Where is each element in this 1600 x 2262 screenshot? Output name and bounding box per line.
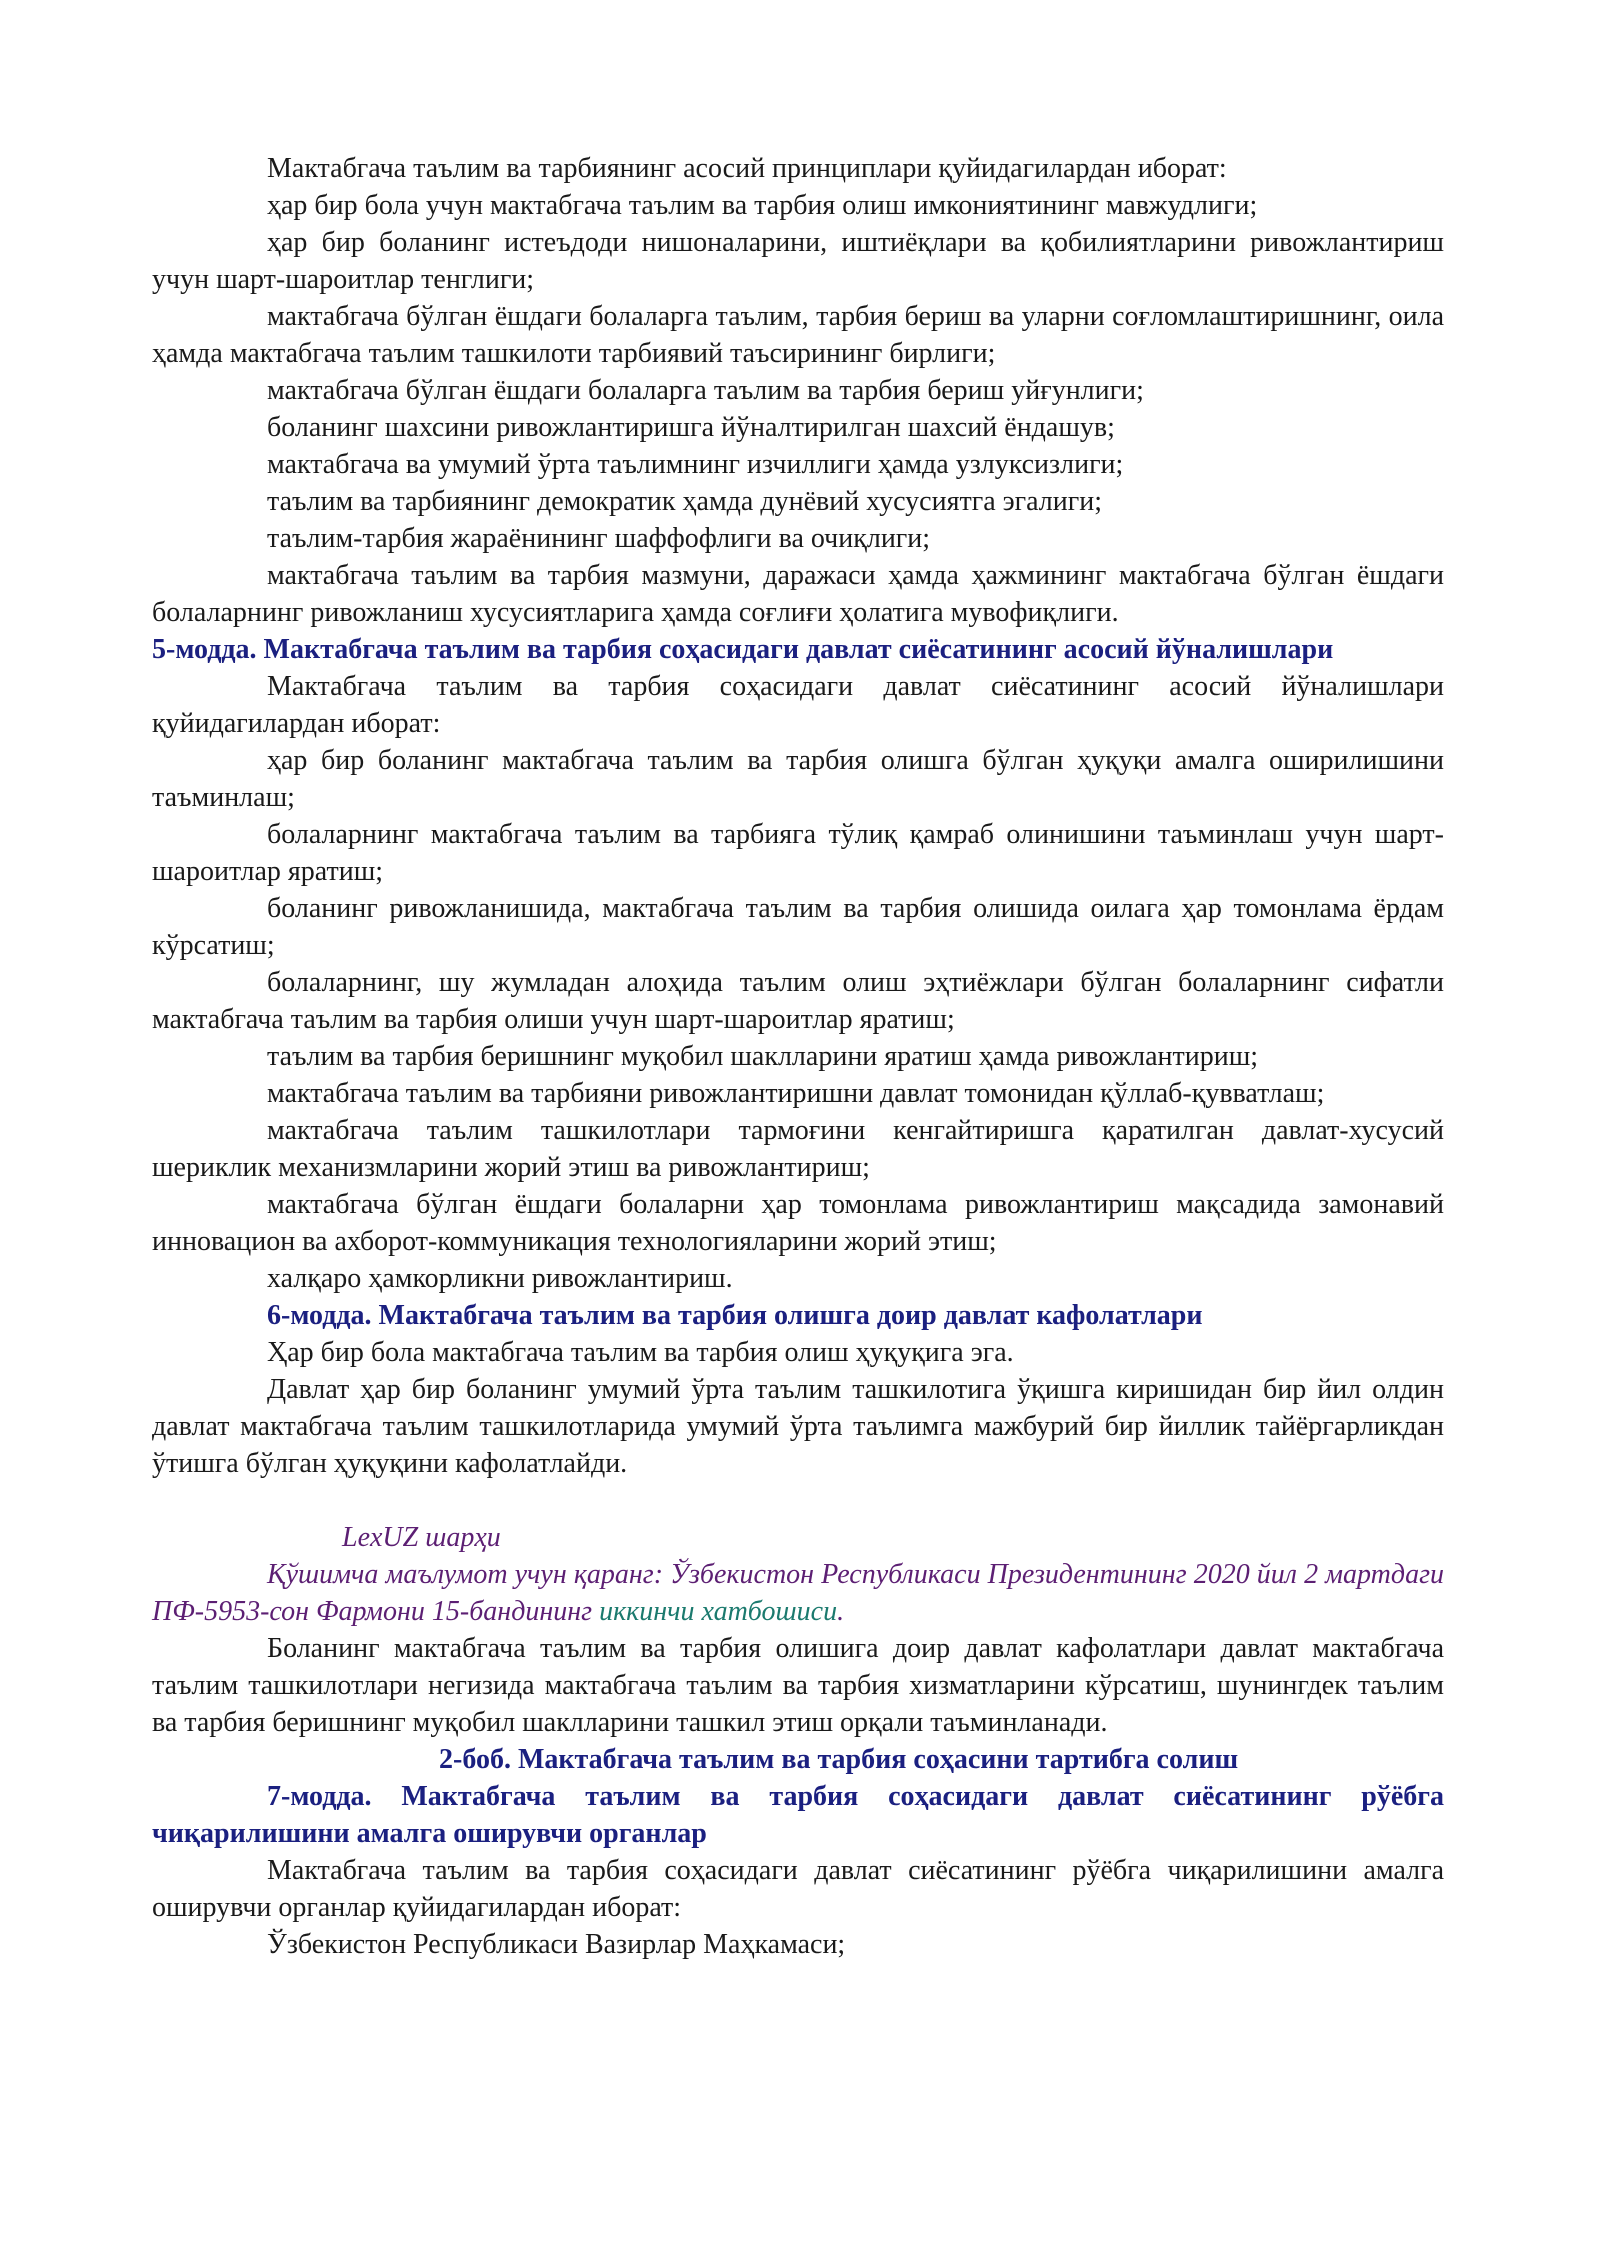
principle-item: ҳар бир бола учун мактабгача таълим ва тарбия олиш имкониятининг мавжудлиги;: [267, 190, 1258, 221]
article-7-intro: Мактабгача таълим ва тарбия соҳасидаги давлат сиёсатининг рўёбга чиқарилишини амалга оширувчи органлар қуйидагилардан иборат:: [152, 1855, 1444, 1923]
direction-item: болаларнинг, шу жумладан алоҳида таълим олиш эҳтиёжлари бўлган болаларнинг сифатли мактабгача таълим ва тарбия олиши учун шарт-шароитлар яратиш;: [152, 967, 1444, 1035]
chapter-2-heading: 2-боб. Мактабгача таълим ва тарбия соҳасини тартибга солиш: [439, 1744, 1239, 1775]
direction-item: халқаро ҳамкорликни ривожлантириш.: [267, 1263, 733, 1294]
lexuz-note-link[interactable]: иккинчи хатбошиси: [599, 1596, 838, 1627]
direction-item: мактабгача таълим ва тарбияни ривожлантиришни давлат томонидан қўллаб-қувватлаш;: [267, 1078, 1325, 1109]
article-5-intro: Мактабгача таълим ва тарбия соҳасидаги давлат сиёсатининг асосий йўналишлари қуйидагилардан иборат:: [152, 671, 1444, 739]
lexuz-note: [152, 1556, 1444, 1630]
article-6-heading: 6-модда. Мактабгача таълим ва тарбия олишга доир давлат кафолатлари: [267, 1300, 1203, 1331]
direction-item: ҳар бир боланинг мактабгача таълим ва тарбия олишга бўлган ҳуқуқи амалга оширилишини таъминлаш;: [152, 745, 1444, 813]
lexuz-note-text: Қўшимча маълумот учун қаранг: Ўзбекистон Республикаси Президентининг 2020 йил 2 мартдаги ПФ-5953-сон Фармони 15-бандининг: [152, 1559, 1444, 1627]
principles-intro: Мактабгача таълим ва тарбиянинг асосий принциплари қуйидагилардан иборат:: [267, 153, 1227, 184]
direction-item: болаларнинг мактабгача таълим ва тарбияга тўлиқ қамраб олинишини таъминлаш учун шарт-шароитлар яратиш;: [152, 819, 1444, 887]
article-7-heading: 7-модда. Мактабгача таълим ва тарбия соҳасидаги давлат сиёсатининг рўёбга чиқарилишини амалга оширувчи органлар: [152, 1781, 1444, 1849]
article-6-paragraph: Ҳар бир бола мактабгача таълим ва тарбия олиш ҳуқуқига эга.: [267, 1337, 1014, 1368]
principle-item: мактабгача бўлган ёшдаги болаларга таълим, тарбия бериш ва уларни соғломлаштиришнинг, оила ҳамда мактабгача таълим ташкилоти тарбиявий таъсирининг бирлиги;: [152, 301, 1444, 369]
principle-item: таълим-тарбия жараёнининг шаффофлиги ва очиқлиги;: [267, 523, 931, 554]
principle-item: мактабгача таълим ва тарбия мазмуни, даражаси ҳамда ҳажмининг мактабгача бўлган ёшдаги болаларнинг ривожланиш хусусиятларига ҳамда соғлиғи ҳолатига мувофиқлиги.: [152, 560, 1444, 628]
document-page: [152, 150, 1444, 1963]
principle-item: таълим ва тарбиянинг демократик ҳамда дунёвий хусусиятга эгалиги;: [267, 486, 1102, 517]
article-6-paragraph: Давлат ҳар бир боланинг умумий ўрта таълим ташкилотига ўқишга киришидан бир йил олдин давлат мактабгача таълим ташкилотларида умумий ўрта таълимга мажбурий бир йиллик тайёргарликдан ўтишга бўлган ҳуқуқини кафолатлайди.: [152, 1374, 1444, 1479]
article-5-heading: 5-модда. Мактабгача таълим ва тарбия соҳасидаги давлат сиёсатининг асосий йўналишлари: [152, 634, 1334, 665]
direction-item: мактабгача таълим ташкилотлари тармоғини кенгайтиришга қаратилган давлат-хусусий шериклик механизмларини жорий этиш ва ривожлантириш;: [152, 1115, 1444, 1183]
lexuz-note-end: .: [837, 1596, 845, 1627]
principle-item: боланинг шахсини ривожлантиришга йўналтирилган шахсий ёндашув;: [267, 412, 1115, 443]
authority-item: Ўзбекистон Республикаси Вазирлар Маҳкамаси;: [267, 1929, 846, 1960]
direction-item: боланинг ривожланишида, мактабгача таълим ва тарбия олишида оилага ҳар томонлама ёрдам кўрсатиш;: [152, 893, 1444, 961]
article-6-closing: Боланинг мактабгача таълим ва тарбия олишига доир давлат кафолатлари давлат мактабгача таълим ташкилотлари негизида мактабгача таълим ва тарбия хизматларини кўрсатиш, шунингдек таълим ва тарбия беришнинг муқобил шаклларини ташкил этиш орқали таъминланади.: [152, 1633, 1444, 1738]
principle-item: мактабгача ва умумий ўрта таълимнинг изчиллиги ҳамда узлуксизлиги;: [267, 449, 1124, 480]
direction-item: таълим ва тарбия беришнинг муқобил шаклларини яратиш ҳамда ривожлантириш;: [267, 1041, 1259, 1072]
lexuz-note-title: LexUZ шарҳи: [342, 1522, 501, 1553]
direction-item: мактабгача бўлган ёшдаги болаларни ҳар томонлама ривожлантириш мақсадида замонавий инновацион ва ахборот-коммуникация технологияларини жорий этиш;: [152, 1189, 1444, 1257]
principle-item: мактабгача бўлган ёшдаги болаларга таълим ва тарбия бериш уйғунлиги;: [267, 375, 1144, 406]
principle-item: ҳар бир боланинг истеъдоди нишоналарини, иштиёқлари ва қобилиятларини ривожлантириш учун шарт-шароитлар тенглиги;: [152, 227, 1444, 295]
